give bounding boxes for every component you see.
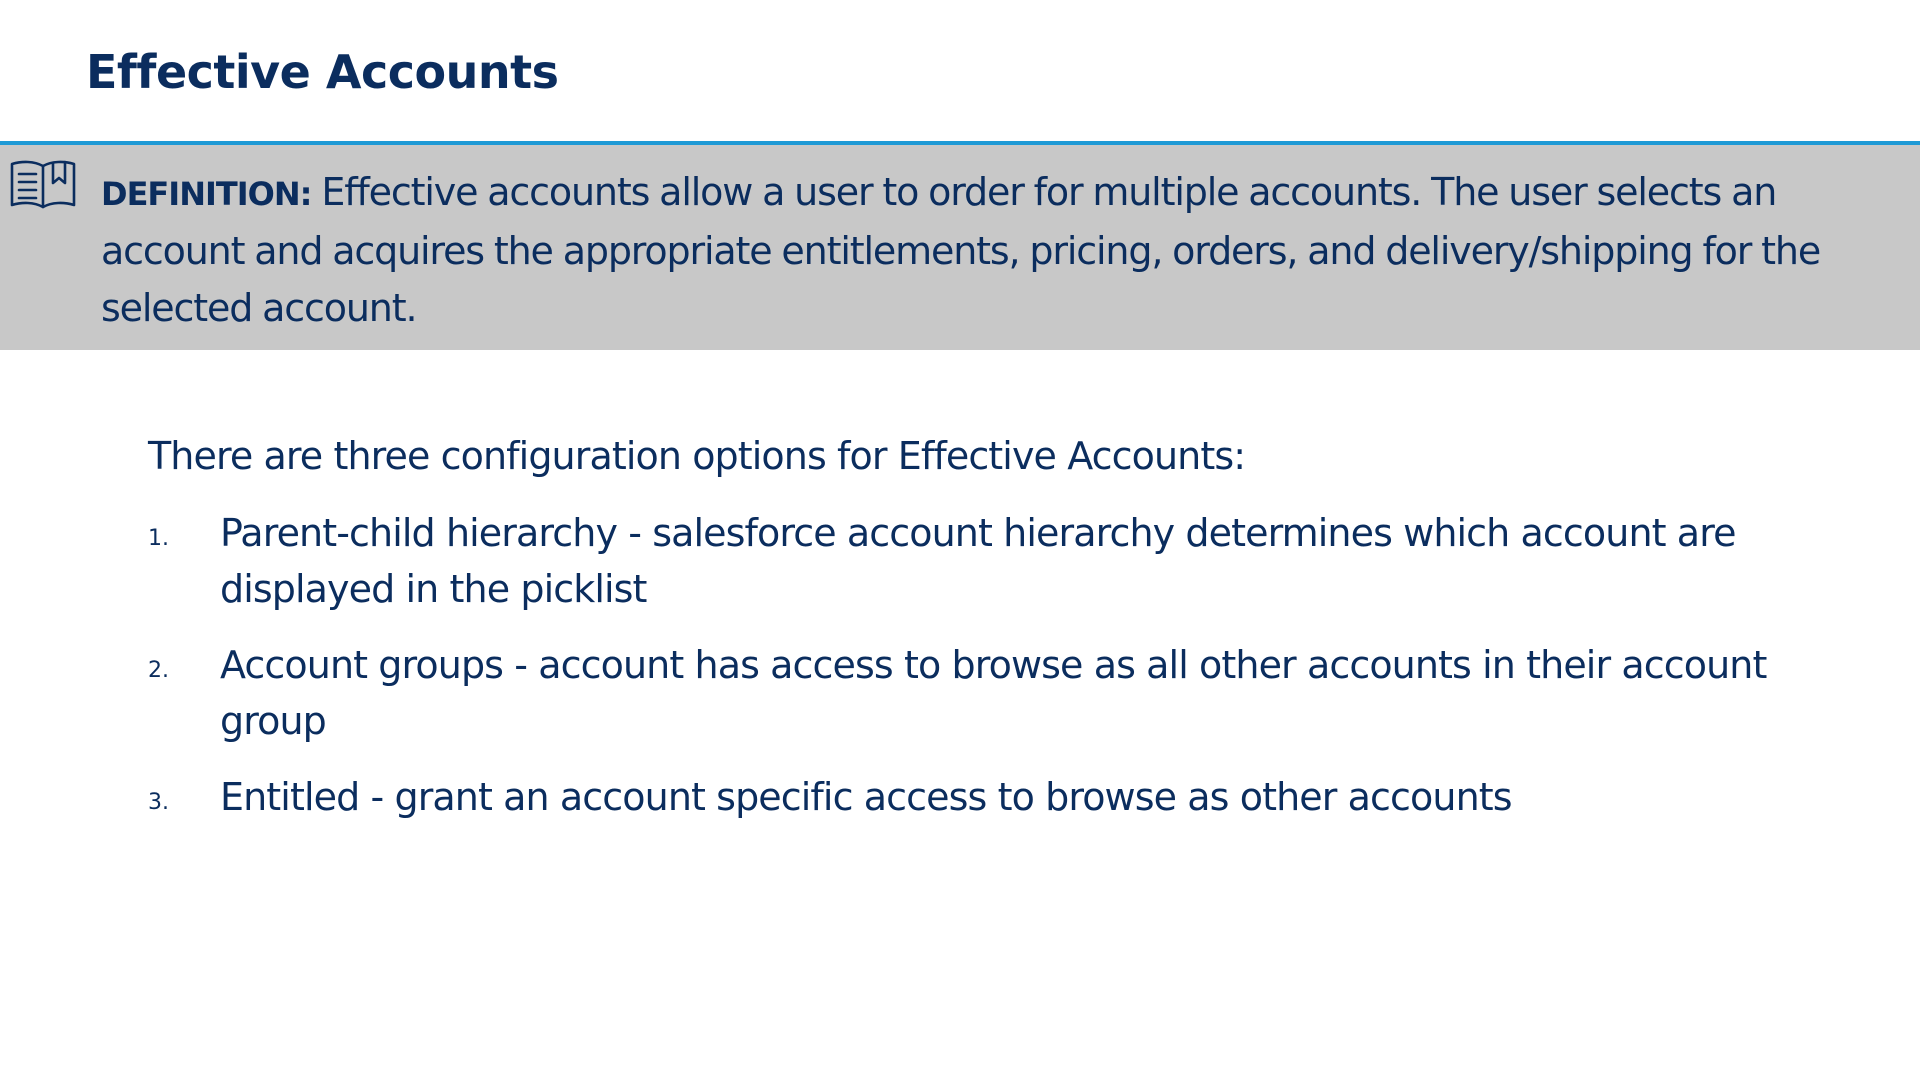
list-item-number: 2. — [148, 658, 169, 683]
list-item — [148, 637, 1798, 749]
list-item-text: Entitled - grant an account specific access to browse as other accounts — [220, 775, 1512, 819]
options-list — [148, 505, 1798, 845]
list-item-number: 3. — [148, 790, 169, 815]
definition-callout — [0, 141, 1920, 350]
list-item — [148, 769, 1798, 825]
definition-text — [101, 164, 1911, 337]
definition-label: DEFINITION: — [101, 175, 312, 213]
slide-title: Effective Accounts — [86, 45, 559, 99]
definition-body: Effective accounts allow a user to order for multiple accounts. The user selects an account and acquires the appropriate entitlements, pricing, orders, and delivery/shipping for the selected account. — [101, 170, 1821, 330]
list-item-text: Account groups - account has access to browse as all other accounts in their account group — [220, 643, 1767, 743]
list-item-text: Parent-child hierarchy - salesforce account hierarchy determines which account are displayed in the picklist — [220, 511, 1736, 611]
intro-text: There are three configuration options for Effective Accounts: — [148, 434, 1246, 478]
open-book-icon — [8, 155, 78, 211]
list-item — [148, 505, 1798, 617]
list-item-number: 1. — [148, 526, 169, 551]
